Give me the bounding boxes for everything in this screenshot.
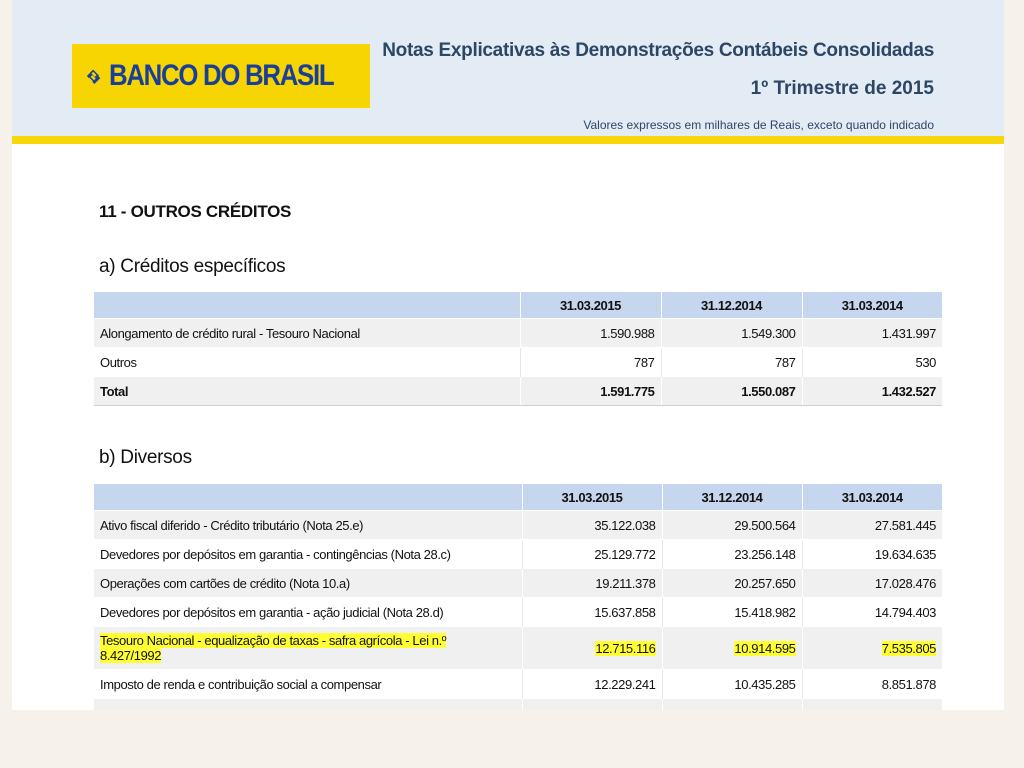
column-header: 31.03.2014 (802, 292, 942, 319)
cell-value: 787 (661, 348, 802, 377)
table-row (94, 569, 942, 598)
cell-value (522, 627, 662, 670)
column-header: 31.03.2014 (802, 484, 942, 511)
cell-value: 1.590.988 (520, 319, 661, 348)
row-label: Imposto de renda e contribuição social a compensar (94, 670, 522, 699)
cell-value: 1.431.997 (802, 319, 942, 348)
cell-value: 20.257.650 (662, 569, 802, 598)
table-row (94, 670, 942, 699)
banco-do-brasil-logo (72, 44, 370, 108)
row-label-line-1: Tesouro Nacional - equalização de taxas - safra agrícola - Lei n.º (100, 633, 447, 648)
cell-value: 23.256.148 (662, 540, 802, 569)
cell-value: 19.211.378 (522, 569, 662, 598)
row-label: Total (94, 377, 520, 406)
cut-off-table-row (94, 699, 942, 711)
row-label: Devedores por depósitos em garantia - ação judicial (Nota 28.d) (94, 598, 522, 627)
total-row (94, 377, 942, 406)
brand-name: BANCO DO BRASIL (109, 59, 334, 92)
cell-value: 530 (802, 348, 942, 377)
column-header (94, 292, 520, 319)
table-row (94, 319, 942, 348)
table-creditos-especificos (94, 292, 942, 406)
cell-value (522, 699, 662, 711)
report-units-note: Valores expressos em milhares de Reais, exceto quando indicado (583, 118, 934, 132)
row-label: Operações com cartões de crédito (Nota 10.a) (94, 569, 522, 598)
cell-value: 1.549.300 (661, 319, 802, 348)
highlighted-table-row (94, 627, 942, 670)
row-label: Devedores por depósitos em garantia - contingências (Nota 28.c) (94, 540, 522, 569)
table-row (94, 348, 942, 377)
column-header: 31.12.2014 (662, 484, 802, 511)
table-row (94, 598, 942, 627)
cell-value: 35.122.038 (522, 511, 662, 540)
row-label: Outros (94, 348, 520, 377)
header-yellow-stripe (12, 136, 1004, 144)
cell-value: 8.851.878 (802, 670, 942, 699)
cell-value: 25.129.772 (522, 540, 662, 569)
report-period: 1º Trimestre de 2015 (750, 78, 934, 99)
cell-value: 27.581.445 (802, 511, 942, 540)
bb-logo-icon (86, 56, 101, 96)
row-label: Ativo fiscal diferido - Crédito tributário (Nota 25.e) (94, 511, 522, 540)
cell-value (802, 627, 942, 670)
table-diversos (94, 484, 942, 710)
cell-value: 14.794.403 (802, 598, 942, 627)
cell-value: 1.432.527 (802, 377, 942, 406)
column-header: 31.03.2015 (522, 484, 662, 511)
highlighted-value: 12.715.116 (595, 640, 656, 656)
table-row (94, 511, 942, 540)
cell-value (662, 627, 802, 670)
report-header (12, 0, 1004, 136)
cell-value: 19.634.635 (802, 540, 942, 569)
cell-value: 1.591.775 (520, 377, 661, 406)
cell-value: 10.435.285 (662, 670, 802, 699)
table-b-title: b) Diversos (99, 447, 192, 468)
column-header: 31.12.2014 (661, 292, 802, 319)
cell-value: 787 (520, 348, 661, 377)
cell-value: 15.418.982 (662, 598, 802, 627)
column-header: 31.03.2015 (520, 292, 661, 319)
cell-value (802, 699, 942, 711)
document-page (12, 0, 1004, 710)
column-header (94, 484, 522, 511)
table-header-row (94, 484, 942, 511)
highlighted-value: 7.535.805 (881, 640, 936, 656)
cell-value (662, 699, 802, 711)
row-label (94, 699, 522, 711)
table-row (94, 540, 942, 569)
cell-value: 15.637.858 (522, 598, 662, 627)
table-header-row (94, 292, 942, 319)
report-title: Notas Explicativas às Demonstrações Contábeis Consolidadas (382, 40, 934, 61)
table-a-title: a) Créditos específicos (99, 256, 286, 277)
row-label-line-2: 8.427/1992 (100, 648, 162, 663)
highlighted-value: 10.914.595 (734, 640, 796, 656)
cell-value: 1.550.087 (661, 377, 802, 406)
section-title: 11 - OUTROS CRÉDITOS (99, 202, 292, 221)
row-label (94, 627, 522, 670)
row-label: Alongamento de crédito rural - Tesouro Nacional (94, 319, 520, 348)
cell-value: 17.028.476 (802, 569, 942, 598)
cell-value: 29.500.564 (662, 511, 802, 540)
cell-value: 12.229.241 (522, 670, 662, 699)
